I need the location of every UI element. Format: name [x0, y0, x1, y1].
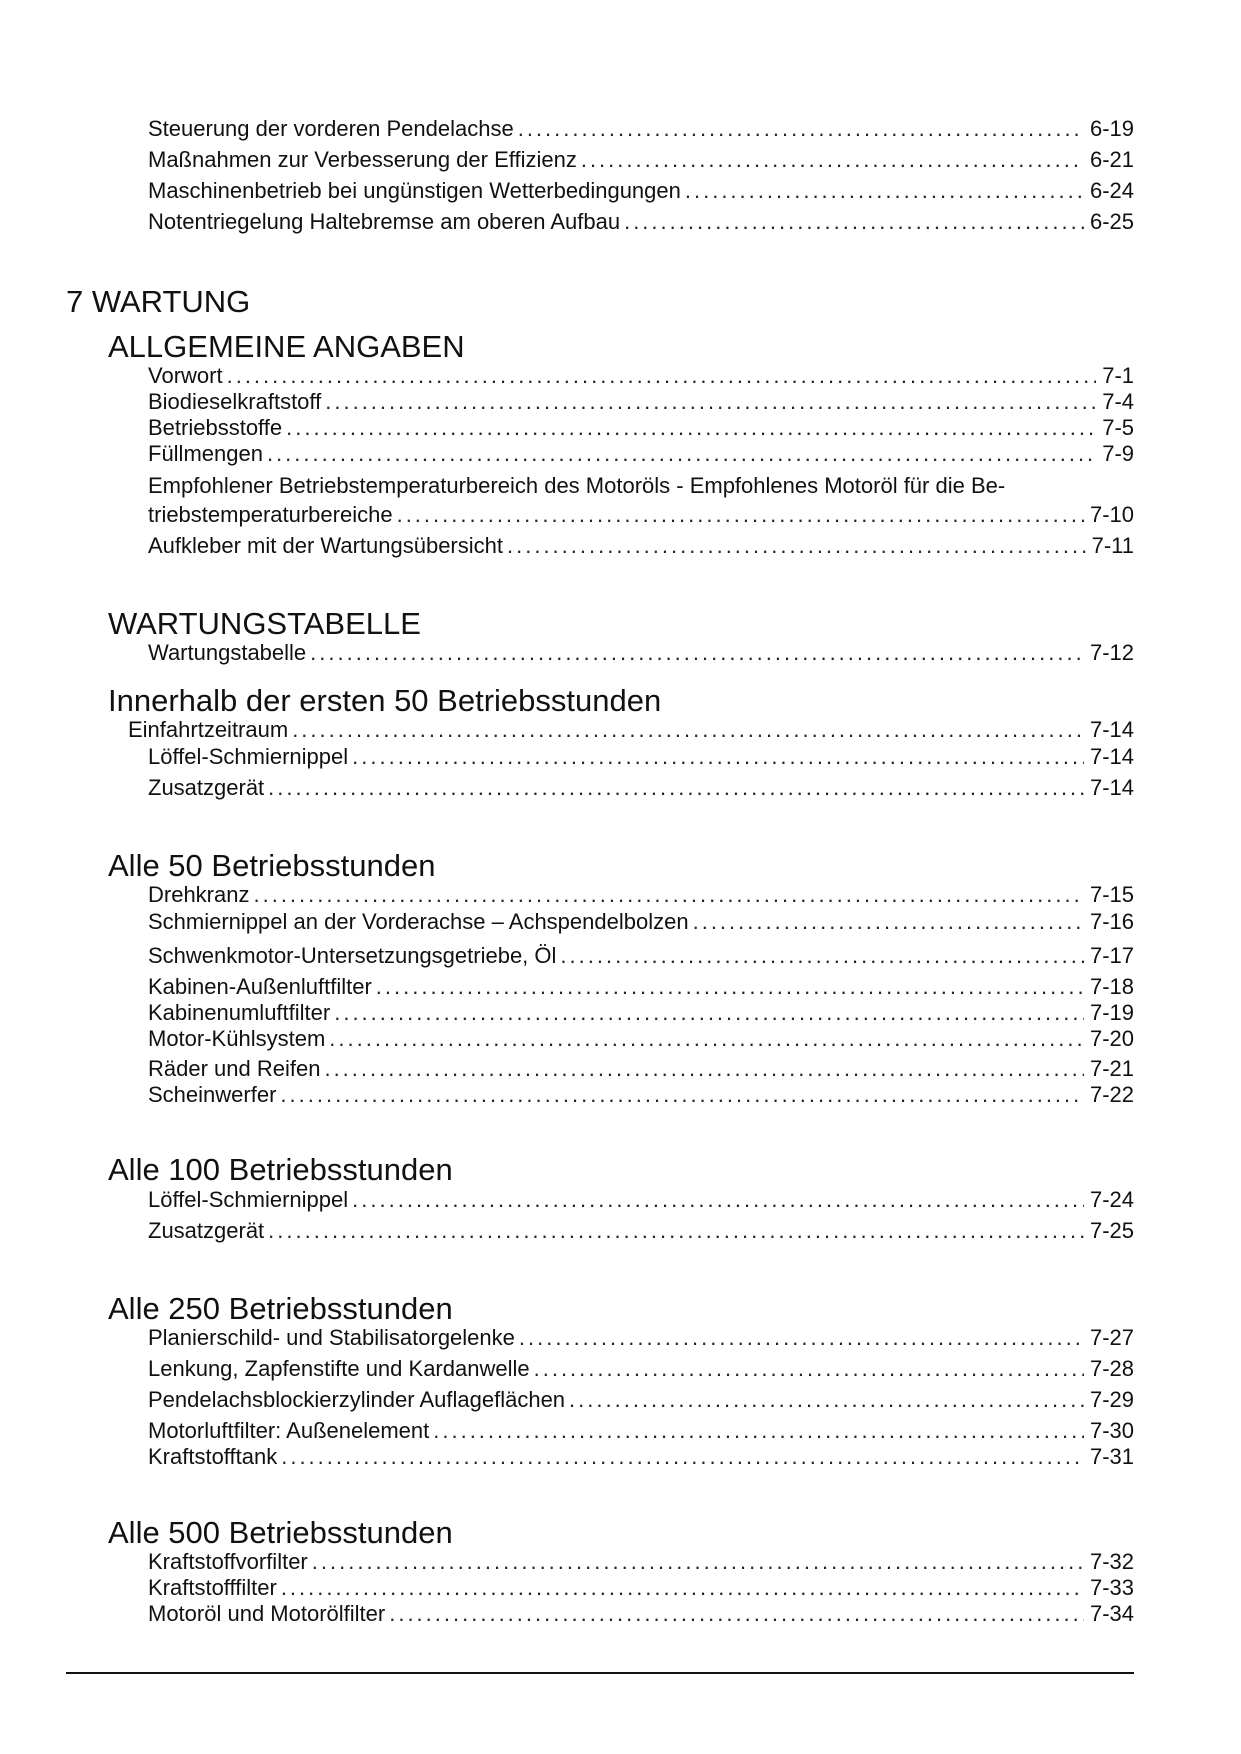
- toc-entry-label: Füllmengen: [148, 441, 263, 466]
- toc-entry[interactable]: [148, 744, 1134, 770]
- leader-dots: [389, 1601, 1084, 1627]
- toc-entry[interactable]: [128, 717, 1134, 743]
- toc-entry-label: Motorluftfilter: Außenelement: [148, 1418, 430, 1443]
- toc-entry[interactable]: [148, 1418, 1134, 1444]
- toc-entry-page: 7-9: [1102, 441, 1134, 466]
- leader-dots: [569, 1387, 1084, 1413]
- toc-entry-page: 6-25: [1089, 209, 1134, 234]
- toc-entry[interactable]: [148, 1082, 1134, 1108]
- toc-entry-page: 6-21: [1089, 147, 1134, 172]
- toc-entry-page: 7-18: [1089, 974, 1134, 999]
- toc-entry[interactable]: [148, 1218, 1134, 1244]
- toc-entry-label: Kabinen-Außenluftfilter: [148, 974, 372, 999]
- leader-dots: [519, 1325, 1084, 1351]
- leader-dots: [281, 1575, 1084, 1601]
- toc-entry[interactable]: [148, 502, 1134, 528]
- toc-entry-label: Schwenkmotor-Untersetzungsgetriebe, Öl: [148, 943, 557, 968]
- section-title[interactable]: Alle 100 Betriebsstunden: [108, 1152, 453, 1187]
- section-title[interactable]: Alle 250 Betriebsstunden: [108, 1291, 453, 1326]
- leader-dots: [352, 1187, 1084, 1213]
- toc-entry-label: Pendelachsblockierzylinder Auflageflächen: [148, 1387, 566, 1412]
- toc-entry-page: 7-10: [1089, 502, 1134, 527]
- toc-entry-page: 7-24: [1089, 1187, 1134, 1212]
- toc-entry-label: Scheinwerfer: [148, 1082, 277, 1107]
- toc-entry-label: Kraftstofftank: [148, 1444, 278, 1469]
- toc-entry-page: 6-19: [1089, 116, 1134, 141]
- leader-dots: [310, 640, 1084, 666]
- leader-dots: [286, 415, 1096, 441]
- toc-entry-label: Steuerung der vorderen Pendelachse: [148, 116, 514, 141]
- toc-entry-label: Löffel-Schmiernippel: [148, 744, 349, 769]
- leader-dots: [268, 775, 1084, 801]
- toc-entry-label: Löffel-Schmiernippel: [148, 1187, 349, 1212]
- leader-dots: [352, 744, 1084, 770]
- toc-entry-label: Wartungstabelle: [148, 640, 307, 665]
- toc-entry-page: 7-30: [1089, 1418, 1134, 1443]
- toc-entry-label: Zusatzgerät: [148, 1218, 265, 1243]
- toc-entry[interactable]: [148, 943, 1134, 969]
- toc-entry[interactable]: [148, 640, 1134, 666]
- toc-entry[interactable]: [148, 116, 1134, 142]
- toc-entry-page: 7-15: [1089, 882, 1134, 907]
- leader-dots: [253, 882, 1083, 908]
- leader-dots: [292, 717, 1084, 743]
- leader-dots: [281, 1444, 1084, 1470]
- toc-entry-page: 7-14: [1089, 744, 1134, 769]
- toc-entry-page: 7-28: [1089, 1356, 1134, 1381]
- leader-dots: [581, 147, 1084, 173]
- toc-entry[interactable]: [148, 1575, 1134, 1601]
- toc-entry-page: 7-19: [1089, 1000, 1134, 1025]
- toc-entry[interactable]: [148, 1549, 1134, 1575]
- toc-entry-page: 7-4: [1102, 389, 1134, 414]
- toc-entry-page: 7-29: [1089, 1387, 1134, 1412]
- leader-dots: [507, 533, 1086, 559]
- toc-entry-label: Planierschild- und Stabilisatorgelenke: [148, 1325, 515, 1350]
- toc-entry[interactable]: [148, 441, 1134, 467]
- toc-entry-page: 7-14: [1089, 717, 1134, 742]
- leader-dots: [518, 116, 1084, 142]
- section-title[interactable]: Alle 500 Betriebsstunden: [108, 1515, 453, 1550]
- toc-entry-label: Vorwort: [148, 363, 223, 388]
- leader-dots: [624, 209, 1084, 235]
- toc-entry[interactable]: [148, 1000, 1134, 1026]
- toc-entry[interactable]: [148, 415, 1134, 441]
- toc-entry[interactable]: [148, 909, 1134, 935]
- toc-entry-page: 7-14: [1089, 775, 1134, 800]
- toc-entry[interactable]: [148, 1356, 1134, 1382]
- toc-entry-label: triebstemperaturbereiche: [148, 502, 393, 527]
- toc-entry-label: Aufkleber mit der Wartungsübersicht: [148, 533, 503, 558]
- toc-entry-page: 7-22: [1089, 1082, 1134, 1107]
- toc-entry-page: 7-32: [1089, 1549, 1134, 1574]
- toc-entry-label: Zusatzgerät: [148, 775, 265, 800]
- section-title[interactable]: ALLGEMEINE ANGABEN: [108, 329, 465, 364]
- toc-entry[interactable]: [148, 147, 1134, 173]
- toc-entry-label-line1[interactable]: Empfohlener Betriebstemperaturbereich des Motoröls - Empfohlenes Motoröl für die Be-: [148, 473, 1006, 498]
- toc-entry[interactable]: [148, 1056, 1134, 1082]
- toc-entry-page: 7-1: [1102, 363, 1134, 388]
- footer-divider: [66, 1672, 1134, 1674]
- leader-dots: [560, 943, 1084, 969]
- section-title[interactable]: WARTUNGSTABELLE: [108, 606, 421, 641]
- toc-entry[interactable]: [148, 178, 1134, 204]
- leader-dots: [324, 1056, 1084, 1082]
- toc-entry-label: Lenkung, Zapfenstifte und Kardanwelle: [148, 1356, 530, 1381]
- toc-entry-label: Schmiernippel an der Vorderachse – Achspendelbolzen: [148, 909, 689, 934]
- toc-entry[interactable]: [148, 1444, 1134, 1470]
- toc-entry-page: 7-12: [1089, 640, 1134, 665]
- leader-dots: [685, 178, 1084, 204]
- toc-entry[interactable]: [148, 974, 1134, 1000]
- toc-entry[interactable]: [148, 1387, 1134, 1413]
- leader-dots: [329, 1026, 1084, 1052]
- toc-entry-label: Notentriegelung Haltebremse am oberen Aufbau: [148, 209, 621, 234]
- toc-entry-label: Kraftstofffilter: [148, 1575, 277, 1600]
- leader-dots: [534, 1356, 1084, 1382]
- toc-entry-page: 7-27: [1089, 1325, 1134, 1350]
- leader-dots: [280, 1082, 1084, 1108]
- section-title[interactable]: Alle 50 Betriebsstunden: [108, 848, 436, 883]
- toc-entry[interactable]: [148, 775, 1134, 801]
- leader-dots: [693, 909, 1084, 935]
- leader-dots: [325, 389, 1096, 415]
- toc-entry-label: Räder und Reifen: [148, 1056, 321, 1081]
- toc-entry-page: 7-5: [1102, 415, 1134, 440]
- toc-entry-label: Biodieselkraftstoff: [148, 389, 322, 414]
- leader-dots: [334, 1000, 1084, 1026]
- leader-dots: [376, 974, 1084, 1000]
- toc-entry-page: 7-33: [1089, 1575, 1134, 1600]
- toc-entry-label: Kabinenumluftfilter: [148, 1000, 331, 1025]
- toc-entry[interactable]: [148, 389, 1134, 415]
- toc-entry-label: Kraftstoffvorfilter: [148, 1549, 308, 1574]
- toc-entry[interactable]: [148, 1601, 1134, 1627]
- toc-entry-page: 7-21: [1089, 1056, 1134, 1081]
- toc-entry-page: 7-31: [1089, 1444, 1134, 1469]
- toc-entry[interactable]: [148, 882, 1134, 908]
- toc-entry[interactable]: [148, 1325, 1134, 1351]
- leader-dots: [268, 1218, 1084, 1244]
- toc-entry-label: Maßnahmen zur Verbesserung der Effizienz: [148, 147, 577, 172]
- toc-entry-page: 7-16: [1089, 909, 1134, 934]
- leader-dots: [312, 1549, 1084, 1575]
- chapter-title[interactable]: 7 WARTUNG: [66, 284, 251, 319]
- leader-dots: [227, 363, 1097, 389]
- toc-entry-page: 7-25: [1089, 1218, 1134, 1243]
- toc-entry-label: Maschinenbetrieb bei ungünstigen Wetterbedingungen: [148, 178, 681, 203]
- toc-entry[interactable]: [148, 1187, 1134, 1213]
- toc-entry-page: 7-17: [1089, 943, 1134, 968]
- toc-entry-page: 6-24: [1089, 178, 1134, 203]
- toc-entry-page: 7-11: [1091, 533, 1134, 558]
- toc-entry-label: Motoröl und Motorölfilter: [148, 1601, 386, 1626]
- toc-entry-page: 7-20: [1089, 1026, 1134, 1051]
- toc-entry-page: 7-34: [1089, 1601, 1134, 1626]
- toc-entry[interactable]: [148, 533, 1134, 559]
- leader-dots: [267, 441, 1096, 467]
- toc-entry[interactable]: [148, 363, 1134, 389]
- toc-entry-label: Drehkranz: [148, 882, 250, 907]
- leader-dots: [397, 502, 1084, 528]
- toc-entry-label: Motor-Kühlsystem: [148, 1026, 326, 1051]
- leader-dots: [433, 1418, 1084, 1444]
- toc-entry-label: Einfahrtzeitraum: [128, 717, 289, 742]
- section-title[interactable]: Innerhalb der ersten 50 Betriebsstunden: [108, 683, 662, 718]
- toc-entry-label: Betriebsstoffe: [148, 415, 283, 440]
- toc-entry[interactable]: [148, 1026, 1134, 1052]
- toc-entry[interactable]: [148, 209, 1134, 235]
